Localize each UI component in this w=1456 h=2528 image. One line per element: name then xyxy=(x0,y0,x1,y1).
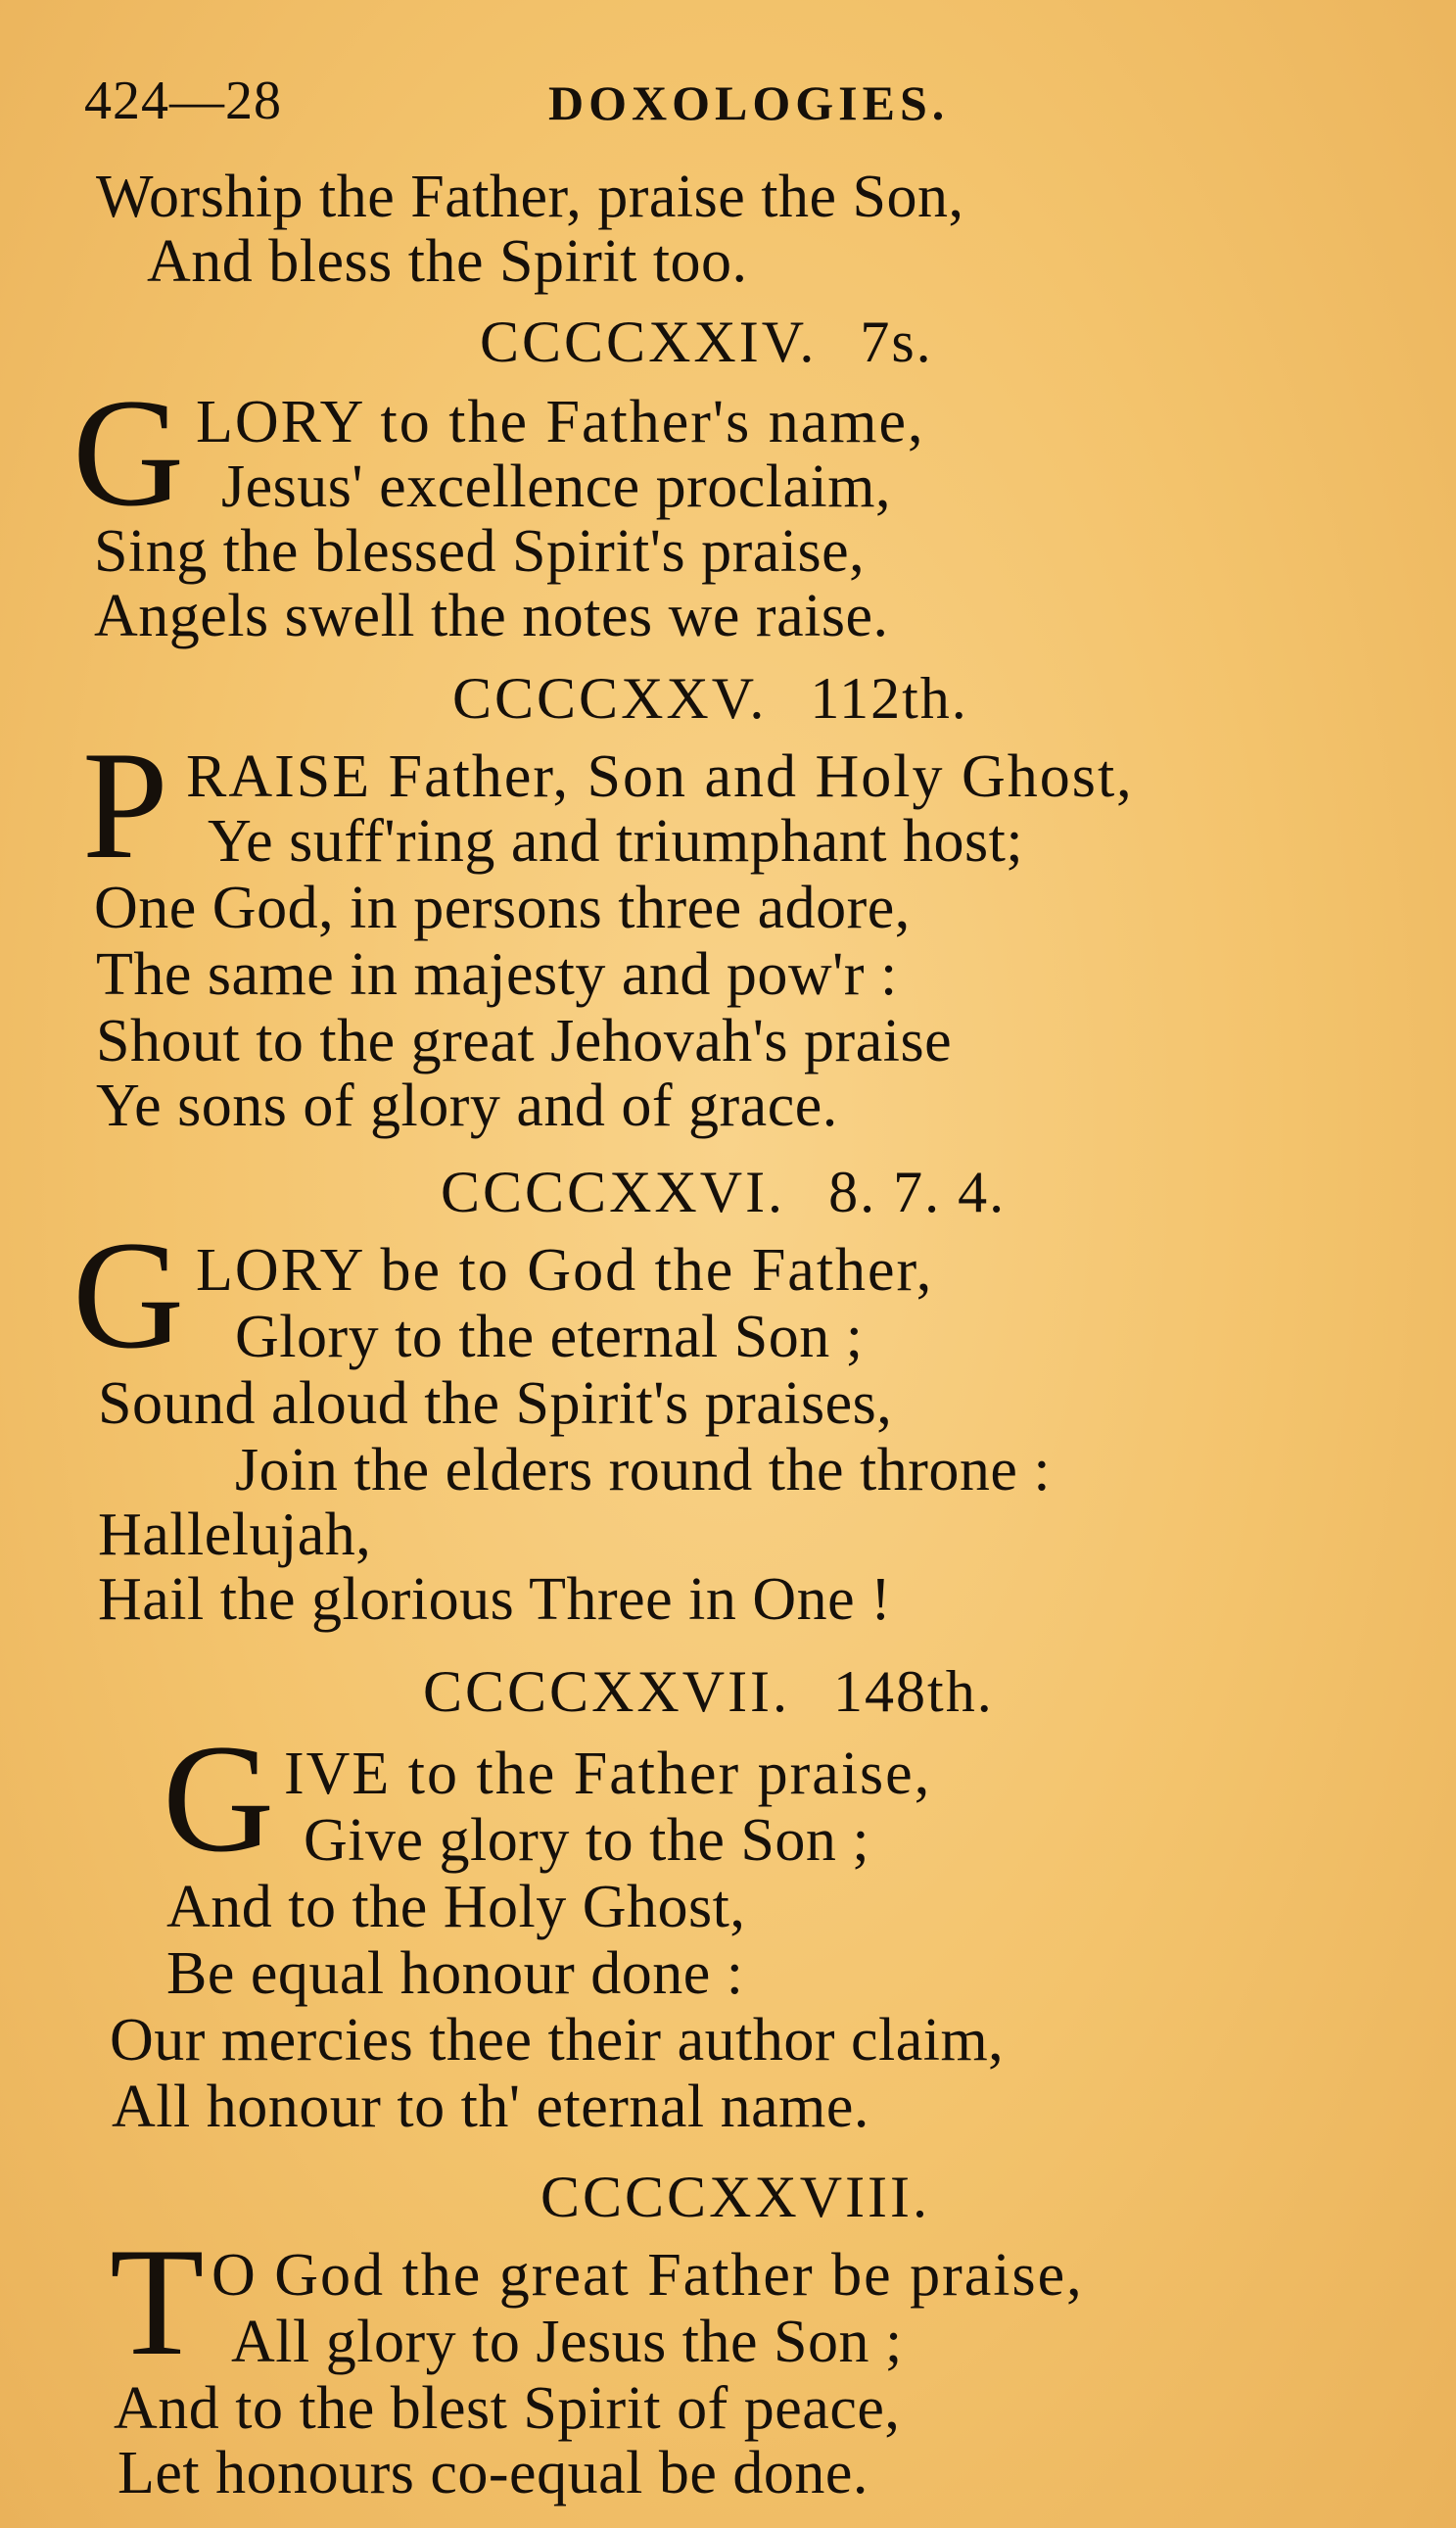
verse-line: Glory to the eternal Son ; xyxy=(235,1304,864,1370)
verse-line: Our mercies thee their author claim, xyxy=(110,2007,1005,2074)
verse-line: Let honours co-equal be done. xyxy=(117,2440,869,2506)
verse-line: Join the elders round the throne : xyxy=(235,1437,1052,1503)
hymn-meter: 8. 7. 4. xyxy=(828,1160,1007,1224)
hymn-number: CCCCXXVIII. xyxy=(540,2165,931,2229)
hymn-number: CCCCXXV. xyxy=(452,666,768,731)
drop-cap: G xyxy=(72,367,185,539)
verse-line: And to the Holy Ghost, xyxy=(166,1874,746,1940)
drop-cap: P xyxy=(82,720,168,891)
hymn-heading xyxy=(480,310,933,374)
hymn-number: CCCCXXVII. xyxy=(423,1659,791,1724)
continuation-line: Worship the Father, praise the Son, xyxy=(96,164,964,230)
hymn-meter: 7s. xyxy=(860,310,933,374)
hymn-number: CCCCXXVI. xyxy=(441,1160,786,1224)
verse-line: IVE to the Father praise, xyxy=(284,1741,932,1807)
verse-line: And to the blest Spirit of peace, xyxy=(114,2375,901,2442)
drop-cap: G xyxy=(163,1713,275,1884)
hymn-heading xyxy=(423,1659,994,1724)
verse-line: Sound aloud the Spirit's praises, xyxy=(98,1370,893,1437)
drop-cap: G xyxy=(72,1210,185,1381)
hymn-heading xyxy=(452,666,968,731)
verse-line: All honour to th' eternal name. xyxy=(112,2074,869,2140)
verse-line: Shout to the great Jehovah's praise xyxy=(96,1008,953,1074)
hymn-number: CCCCXXIV. xyxy=(480,310,818,374)
verse-line: Be equal honour done : xyxy=(166,1940,744,2007)
verse-line: Ye suff'ring and triumphant host; xyxy=(208,808,1024,875)
verse-line: All glory to Jesus the Son ; xyxy=(231,2309,903,2375)
page-range: 424—28 xyxy=(84,71,282,131)
verse-line: LORY to the Father's name, xyxy=(196,389,925,455)
verse-line: RAISE Father, Son and Holy Ghost, xyxy=(186,743,1134,810)
verse-line: Angels swell the notes we raise. xyxy=(94,583,889,649)
verse-line: Ye sons of glory and of grace. xyxy=(96,1073,838,1139)
hymn-meter: 148th. xyxy=(833,1659,994,1724)
verse-line: The same in majesty and pow'r : xyxy=(96,941,898,1008)
verse-line: Hail the glorious Three in One ! xyxy=(98,1566,892,1633)
hymn-meter: 112th. xyxy=(810,666,968,731)
verse-line: O God the great Father be praise, xyxy=(211,2242,1084,2309)
continuation-line: And bless the Spirit too. xyxy=(147,228,748,295)
verse-line: Sing the blessed Spirit's praise, xyxy=(94,518,866,585)
hymn-heading xyxy=(441,1160,1006,1224)
verse-line: Jesus' excellence proclaim, xyxy=(221,453,891,520)
verse-line: LORY be to God the Father, xyxy=(196,1237,934,1304)
drop-cap: T xyxy=(110,2217,205,2388)
verse-line: One God, in persons three adore, xyxy=(94,875,911,941)
verse-line: Give glory to the Son ; xyxy=(304,1807,870,1874)
running-title: DOXOLOGIES. xyxy=(548,75,950,130)
hymn-heading xyxy=(540,2165,930,2229)
verse-line: Hallelujah, xyxy=(98,1502,372,1568)
